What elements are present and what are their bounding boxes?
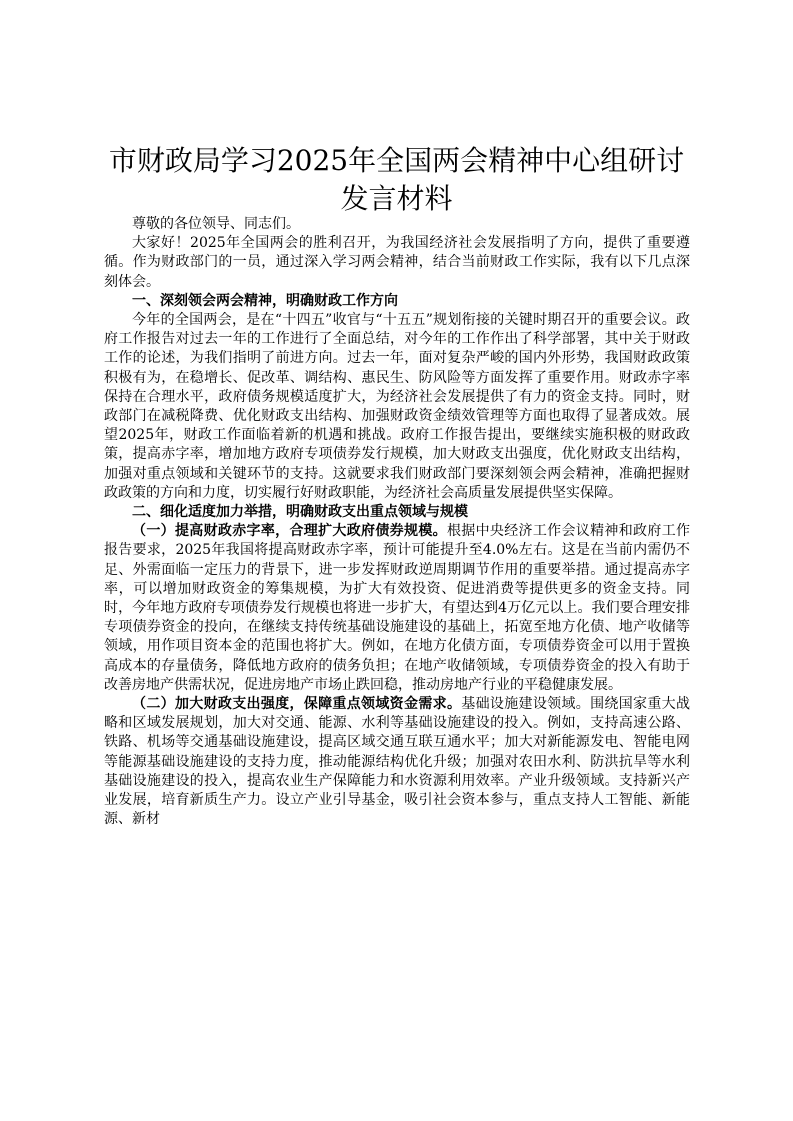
subsection-2-text: 基础设施建设领域。围绕国家重大战略和区域发展规划，加大对交通、能源、水利等基础设施建设的投入。例如，支持高速公路、铁路、机场等交通基础设施建设，提高区域交通互联互通水平；加大对新能源发电、智能电网等能源基础设施建设的支持力度，推动能源结构优化升级；加强对农田水利、防洪抗旱等水利基础设施建设的投入，提高农业生产保障能力和水资源利用效率。产业升级领域。支持新兴产业发展，培育新质生产力。设立产业引导基金，吸引社会资本参与，重点支持人工智能、新能源、新材 (104, 696, 691, 828)
section-1-heading: 一、深刻领会两会精神，明确财政工作方向 (132, 292, 398, 309)
intro-paragraph: 大家好！2025年全国两会的胜利召开，为我国经济社会发展指明了方向，提供了重要遵循。作为财政部门的一员，通过深入学习两会精神，结合当前财政工作实际，我有以下几点深刻体会。 (104, 235, 690, 290)
subsection-1-text: 根据中央经济工作会议精神和政府工作报告要求，2025年我国将提高财政赤字率，预计可能提升至4.0%左右。这是在当前内需仍不足、外需面临一定压力的背景下，进一步发挥财政逆周期调节作用的重要举措。通过提高赤字率，可以增加财政资金的筹集规模，为扩大有效投资、促进消费等提供更多的资金支持。同时，今年地方政府专项债券发行规模也将进一步扩大，有望达到4万亿元以上。我们要合理安排专项债券资金的投向，在继续支持传统基础设施建设的基础上，拓宽至地方化债、地产收储等领域，用作项目资本金的范围也将扩大。例如，在地方化债方面，专项债券资金可以用于置换高成本的存量债务，降低地方政府的债务负担；在地产收储领域，专项债券资金的投入有助于改善房地产供需状况，促进房地产市场止跌回稳，推动房地产行业的平稳健康发展。 (104, 523, 691, 693)
subsection-2-heading: （二）加大财政支出强度，保障重点领域资金需求。 (132, 696, 462, 713)
subsection-1-paragraph (104, 522, 690, 695)
subsection-1-heading: （一）提高财政赤字率，合理扩大政府债券规模。 (132, 523, 447, 540)
section-1-paragraph: 今年的全国两会，是在“十四五”收官与“十五五”规划衔接的关键时期召开的重要会议。政府工作报告对过去一年的工作进行了全面总结，对今年的工作作出了科学部署，其中关于财政工作的论述，为我们指明了前进方向。过去一年，面对复杂严峻的国内外形势，我国财政政策积极有为，在稳增长、促改革、调结构、惠民生、防风险等方面发挥了重要作用。财政赤字率保持在合理水平，政府债务规模适度扩大，为经济社会发展提供了有力的资金支持。同时，财政部门在减税降费、优化财政支出结构、加强财政资金绩效管理等方面也取得了显著成效。展望2025年，财政工作面临着新的机遇和挑战。政府工作报告提出，要继续实施积极的财政政策，提高赤字率，增加地方政府专项债券发行规模，加大财政支出强度，优化财政支出结构，加强对重点领域和关键环节的支持。这就要求我们财政部门要深刻领会两会精神，准确把握财政政策的方向和力度，切实履行好财政职能，为经济社会高质量发展提供坚实保障。 (104, 312, 690, 501)
document-title: 市财政局学习2025年全国两会精神中心组研讨发言材料 (108, 144, 685, 215)
document-body (104, 215, 690, 830)
section-2-heading: 二、细化适度加力举措，明确财政支出重点领域与规模 (132, 504, 468, 521)
subsection-2-paragraph (104, 695, 690, 829)
salutation: 尊敬的各位领导、同志们。 (132, 216, 300, 232)
